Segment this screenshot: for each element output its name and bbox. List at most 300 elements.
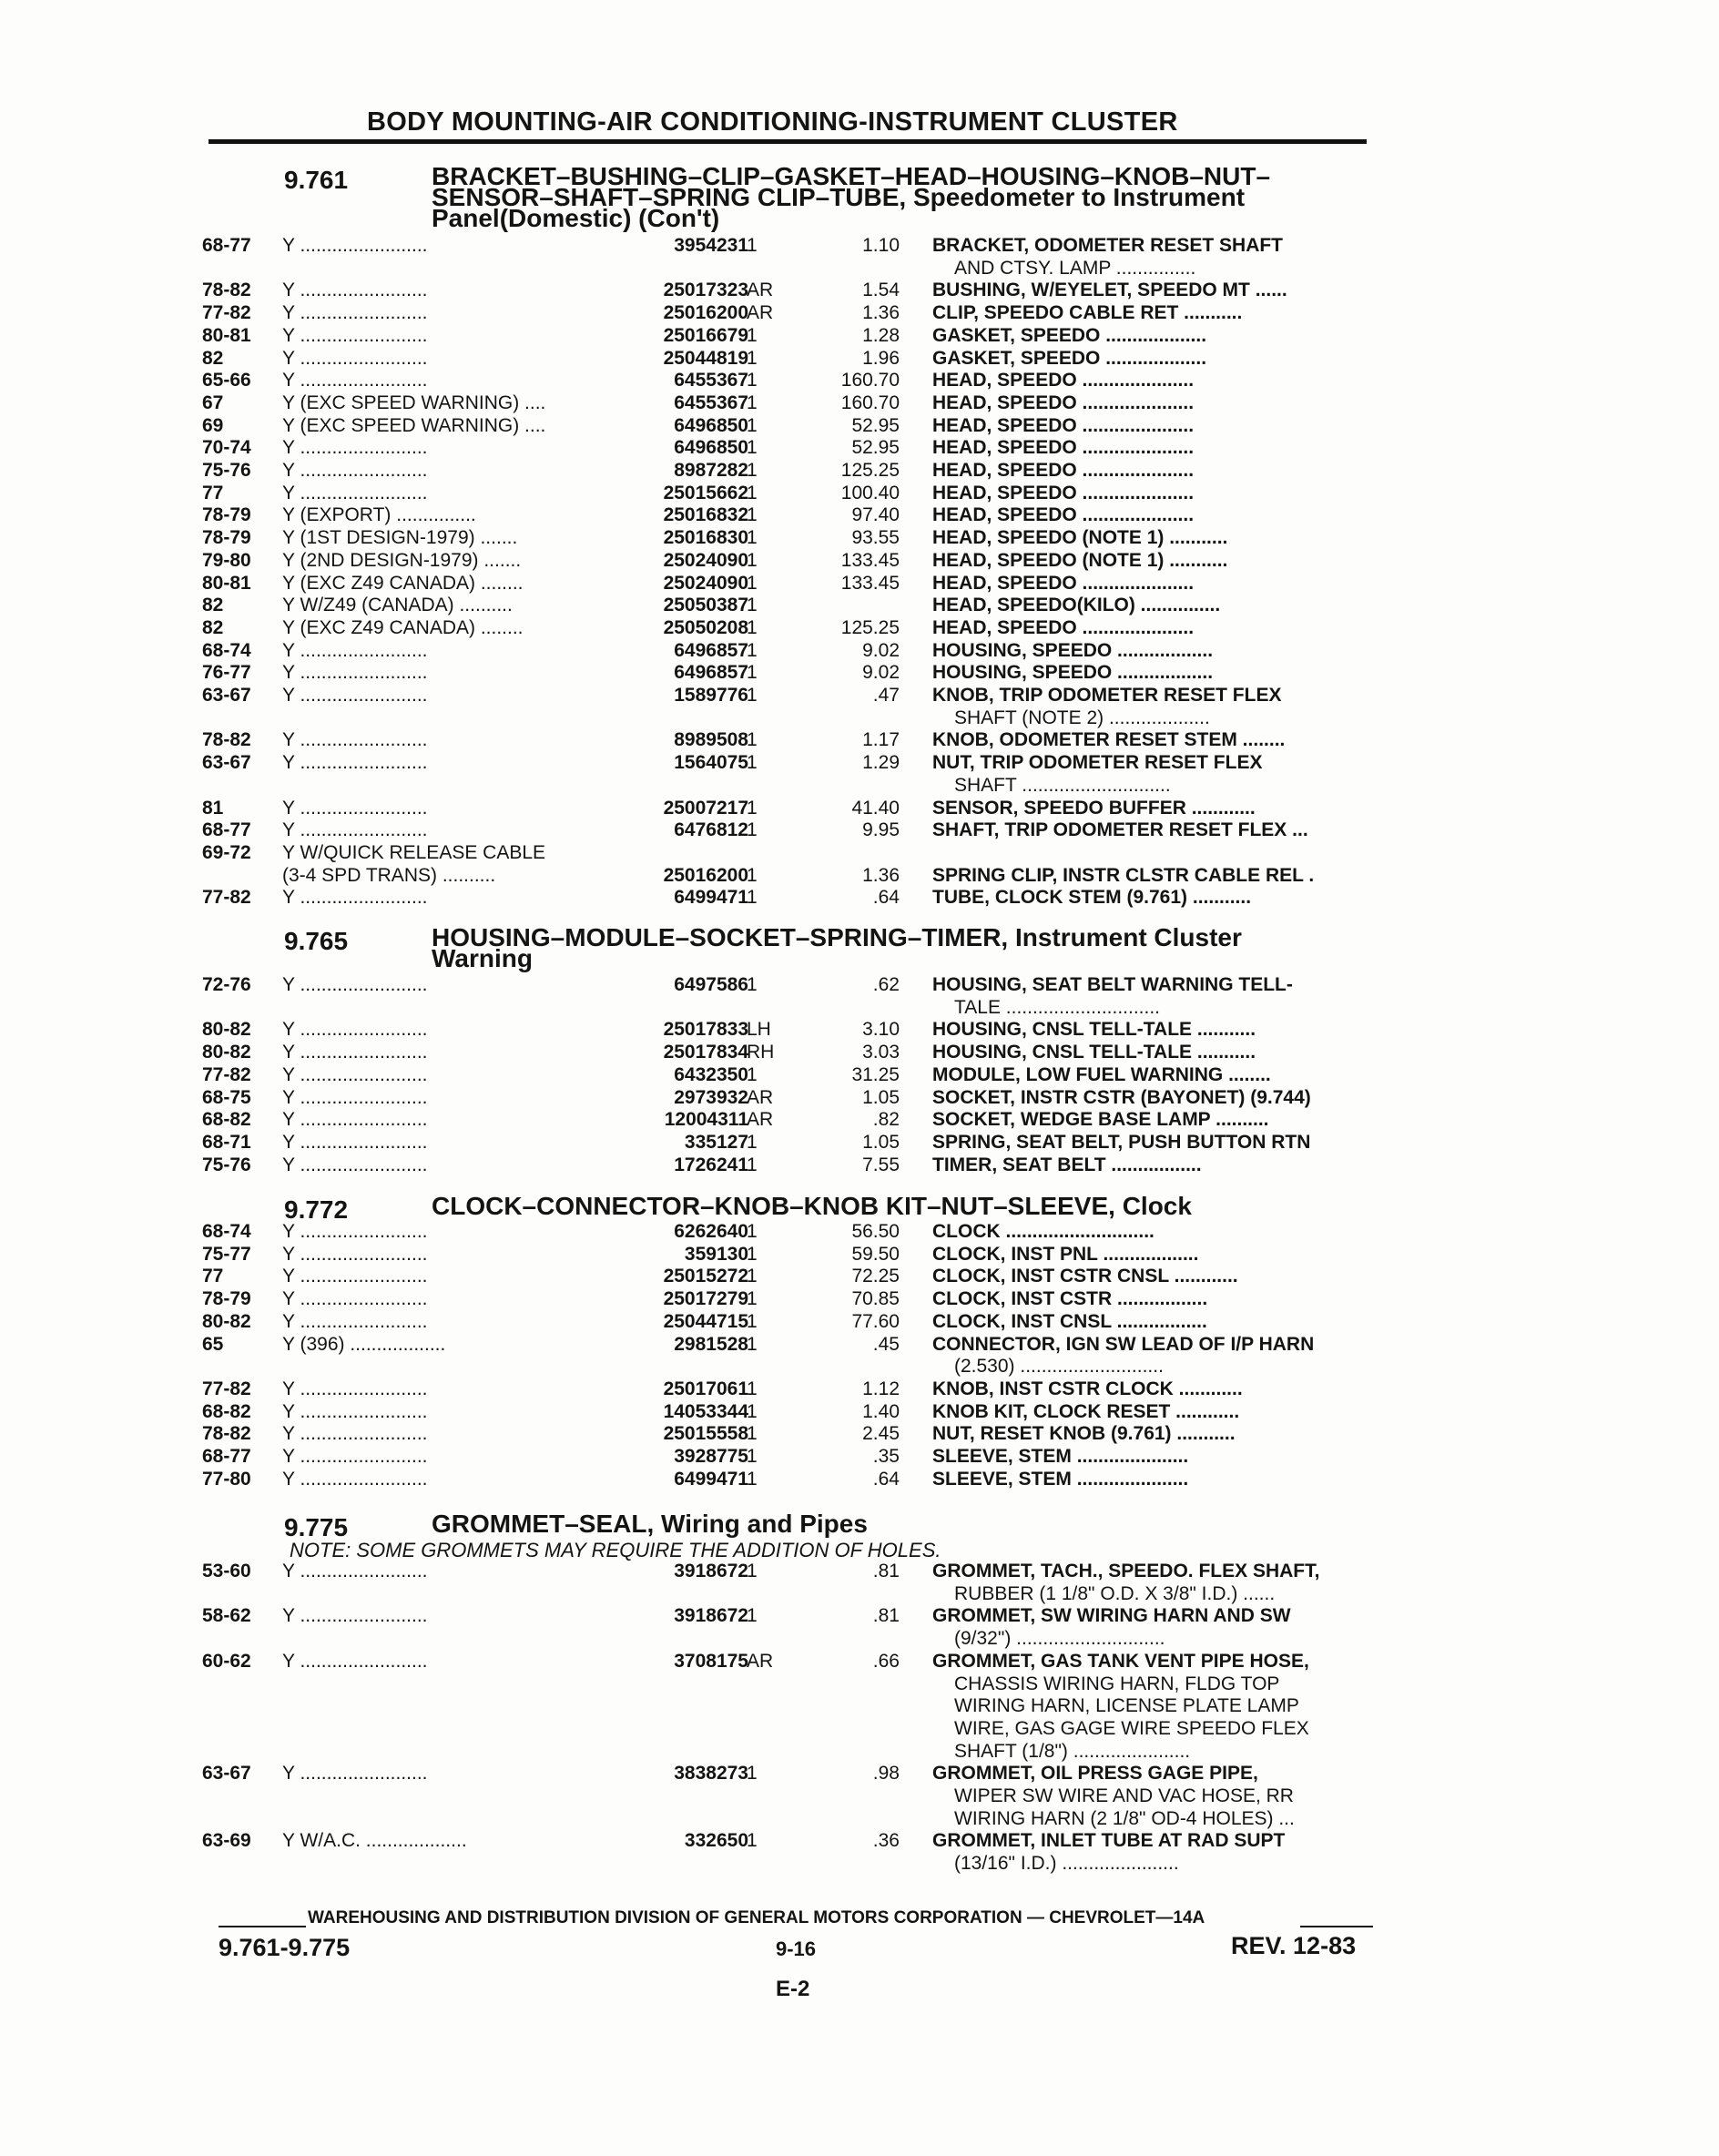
price: 1.54 (862, 280, 900, 301)
description: GASKET, SPEEDO ................... (932, 347, 1207, 369)
description-continuation: TALE ............................. (954, 996, 1160, 1018)
price: 133.45 (840, 572, 900, 594)
quantity: 1 (747, 1605, 758, 1627)
description: KNOB KIT, CLOCK RESET ............ (932, 1400, 1240, 1422)
part-number: 25017279 (663, 1288, 748, 1310)
description: HEAD, SPEEDO ..................... (932, 437, 1195, 459)
description: MODULE, LOW FUEL WARNING ........ (932, 1063, 1271, 1085)
model-years: 53-60 (202, 1561, 251, 1581)
description: KNOB, INST CSTR CLOCK ............ (932, 1378, 1243, 1399)
part-number: 25050208 (663, 616, 748, 638)
description-continuation: CHASSIS WIRING HARN, FLDG TOP (954, 1673, 1280, 1694)
quantity: 1 (747, 324, 758, 346)
description-continuation: WIRE, GAS GAGE WIRE SPEEDO FLEX (954, 1717, 1309, 1739)
price: 1.96 (862, 347, 900, 369)
description: CLOCK, INST CSTR CNSL ............ (932, 1266, 1238, 1287)
section-title: HOUSING–MODULE–SOCKET–SPRING–TIMER, Instrument Cluster Warning (432, 923, 1242, 972)
model-years: 60-62 (202, 1650, 251, 1672)
model-years: 68-77 (202, 819, 251, 841)
application: Y ........................ (282, 1042, 428, 1063)
part-number: 335127 (684, 1131, 748, 1153)
part-number: 1726241 (674, 1154, 748, 1175)
footer-revision: REV. 12-83 (1231, 1932, 1357, 1959)
price: .98 (872, 1763, 900, 1785)
application: Y ........................ (282, 1310, 428, 1332)
description: SPRING CLIP, INSTR CLSTR CABLE REL . (932, 864, 1315, 886)
price: 56.50 (851, 1221, 900, 1242)
section-note: NOTE: SOME GROMMETS MAY REQUIRE THE ADDITION OF HOLES. (290, 1539, 941, 1561)
application: Y ........................ (282, 1221, 428, 1242)
description-continuation: SHAFT ............................ (954, 774, 1171, 796)
quantity: AR (747, 302, 774, 324)
price: .36 (872, 1830, 900, 1852)
part-number: 14053344 (663, 1400, 748, 1422)
application: Y ........................ (282, 437, 428, 459)
part-number: 25017061 (663, 1378, 748, 1399)
description-continuation: AND CTSY. LAMP ............... (954, 257, 1196, 279)
model-years: 82 (202, 347, 224, 369)
price: 52.95 (851, 437, 900, 459)
description: GASKET, SPEEDO ................... (932, 324, 1207, 346)
quantity: 1 (747, 729, 758, 751)
model-years: 80-81 (202, 324, 251, 346)
price: 160.70 (840, 370, 900, 392)
description-continuation: RUBBER (1 1/8" O.D. X 3/8" I.D.) ...... (954, 1582, 1276, 1604)
quantity: 1 (747, 235, 758, 256)
description: CLOCK, INST CSTR ................. (932, 1288, 1208, 1310)
quantity: 1 (747, 347, 758, 369)
model-years: 63-69 (202, 1830, 251, 1852)
model-years: 68-71 (202, 1131, 251, 1153)
application: Y ........................ (282, 752, 428, 774)
price: .81 (872, 1561, 900, 1581)
description-continuation: SHAFT (NOTE 2) ................... (954, 707, 1210, 728)
part-number: 25015558 (663, 1423, 748, 1445)
description: HEAD, SPEEDO ..................... (932, 392, 1195, 413)
application: Y ........................ (282, 280, 428, 301)
application: Y ........................ (282, 1266, 428, 1287)
application: Y ........................ (282, 1423, 428, 1445)
part-number: 25016832 (663, 504, 748, 526)
model-years: 78-79 (202, 527, 251, 549)
description: HEAD, SPEEDO ..................... (932, 572, 1195, 594)
model-years: 78-82 (202, 280, 251, 301)
model-years: 80-82 (202, 1019, 251, 1041)
price: 2.45 (862, 1423, 900, 1445)
part-number: 25016679 (663, 324, 748, 346)
model-years: 70-74 (202, 437, 251, 459)
price: 77.60 (851, 1310, 900, 1332)
description: GROMMET, OIL PRESS GAGE PIPE, (932, 1763, 1258, 1785)
quantity: AR (747, 1650, 774, 1672)
section-number: 9.765 (284, 927, 349, 955)
quantity: 1 (747, 974, 758, 995)
application: Y ........................ (282, 819, 428, 841)
part-number: 1589776 (674, 685, 748, 706)
part-number: 332650 (684, 1830, 748, 1852)
part-number: 3954231 (674, 235, 748, 256)
quantity: 1 (747, 1154, 758, 1175)
quantity: 1 (747, 1310, 758, 1332)
description: HOUSING, SPEEDO .................. (932, 639, 1214, 661)
quantity: 1 (747, 685, 758, 706)
description: NUT, TRIP ODOMETER RESET FLEX (932, 752, 1263, 774)
application: Y ........................ (282, 1763, 428, 1785)
description-continuation: SHAFT (1/8") ...................... (954, 1740, 1191, 1762)
application: Y ........................ (282, 1468, 428, 1490)
part-number: 6496857 (674, 662, 748, 684)
description: BUSHING, W/EYELET, SPEEDO MT ...... (932, 280, 1287, 301)
price: 3.03 (862, 1042, 900, 1063)
quantity: 1 (747, 639, 758, 661)
application: Y ........................ (282, 1243, 428, 1265)
footer-section-range: 9.761-9.775 (219, 1934, 351, 1961)
quantity: 1 (747, 549, 758, 571)
quantity: 1 (747, 527, 758, 549)
price: 41.40 (851, 797, 900, 819)
price: .45 (872, 1333, 900, 1355)
quantity: 1 (747, 460, 758, 481)
part-number: 8987282 (674, 460, 748, 481)
part-number: 3918672 (674, 1605, 748, 1627)
price: .64 (872, 887, 900, 909)
application: Y ........................ (282, 974, 428, 995)
part-number: 6455367 (674, 392, 748, 413)
description: HEAD, SPEEDO ..................... (932, 482, 1195, 503)
description: HEAD, SPEEDO ..................... (932, 616, 1195, 638)
quantity: 1 (747, 1243, 758, 1265)
part-number: 25016830 (663, 527, 748, 549)
footer-rule-right (1300, 1926, 1373, 1927)
quantity: 1 (747, 392, 758, 413)
description: CLOCK ............................ (932, 1221, 1154, 1242)
price: 1.12 (862, 1378, 900, 1399)
footer-rule-left (219, 1926, 306, 1927)
model-years: 82 (202, 616, 224, 638)
model-years: 63-67 (202, 685, 251, 706)
price: .82 (872, 1109, 900, 1131)
model-years: 69-72 (202, 841, 251, 863)
description: SLEEVE, STEM ..................... (932, 1446, 1189, 1467)
part-number: 25050387 (663, 595, 748, 616)
quantity: 1 (747, 572, 758, 594)
section-number: 9.775 (284, 1513, 349, 1541)
price: 133.45 (840, 549, 900, 571)
description: KNOB, ODOMETER RESET STEM ........ (932, 729, 1286, 751)
model-years: 81 (202, 797, 224, 819)
description: SOCKET, INSTR CSTR (BAYONET) (9.744) (932, 1086, 1311, 1108)
quantity: 1 (747, 1763, 758, 1785)
price: 59.50 (851, 1243, 900, 1265)
part-number: 25044715 (663, 1310, 748, 1332)
quantity: 1 (747, 887, 758, 909)
model-years: 68-74 (202, 639, 251, 661)
quantity: AR (747, 280, 774, 301)
model-years: 80-81 (202, 572, 251, 594)
model-years: 68-75 (202, 1086, 251, 1108)
price: 1.05 (862, 1086, 900, 1108)
application: Y (EXC SPEED WARNING) .... (282, 414, 546, 436)
quantity: 1 (747, 1221, 758, 1242)
quantity: 1 (747, 504, 758, 526)
description: BRACKET, ODOMETER RESET SHAFT (932, 235, 1284, 256)
model-years: 68-77 (202, 1446, 251, 1467)
model-years: 77-82 (202, 887, 251, 909)
application: Y ........................ (282, 1063, 428, 1085)
model-years: 58-62 (202, 1605, 251, 1627)
description: CLOCK, INST PNL .................. (932, 1243, 1199, 1265)
price: .47 (872, 685, 900, 706)
application: Y (2ND DESIGN-1979) ....... (282, 549, 522, 571)
quantity: 1 (747, 1446, 758, 1467)
description: HEAD, SPEEDO ..................... (932, 414, 1195, 436)
application: Y ........................ (282, 1650, 428, 1672)
quantity: 1 (747, 595, 758, 616)
part-number: 25044819 (663, 347, 748, 369)
model-years: 69 (202, 414, 224, 436)
description: CLIP, SPEEDO CABLE RET ........... (932, 302, 1243, 324)
model-years: 77-82 (202, 1063, 251, 1085)
description: HEAD, SPEEDO ..................... (932, 504, 1195, 526)
price: .62 (872, 974, 900, 995)
part-number: 25024090 (663, 572, 748, 594)
description-continuation: WIRING HARN (2 1/8" OD-4 HOLES) ... (954, 1807, 1295, 1829)
price: 1.05 (862, 1131, 900, 1153)
quantity: 1 (747, 1400, 758, 1422)
price: 97.40 (851, 504, 900, 526)
price: 31.25 (851, 1063, 900, 1085)
description: KNOB, TRIP ODOMETER RESET FLEX (932, 685, 1282, 706)
quantity: 1 (747, 1378, 758, 1399)
description: SLEEVE, STEM ..................... (932, 1468, 1189, 1490)
application: Y ........................ (282, 662, 428, 684)
model-years: 75-76 (202, 460, 251, 481)
application: Y ........................ (282, 235, 428, 256)
part-number: 25015662 (663, 482, 748, 503)
part-number: 6455367 (674, 370, 748, 392)
quantity: 1 (747, 1423, 758, 1445)
part-number: 2973932 (674, 1086, 748, 1108)
description-continuation: (9/32") ............................ (954, 1628, 1165, 1650)
application: Y ........................ (282, 1378, 428, 1399)
model-years: 68-77 (202, 235, 251, 256)
description-continuation: WIRING HARN, LICENSE PLATE LAMP (954, 1695, 1299, 1717)
description: HOUSING, CNSL TELL-TALE ........... (932, 1042, 1256, 1063)
model-years: 77-82 (202, 1378, 251, 1399)
part-number: 25007217 (663, 797, 748, 819)
quantity: 1 (747, 414, 758, 436)
model-years: 78-79 (202, 504, 251, 526)
quantity: 1 (747, 1333, 758, 1355)
application: Y W/Z49 (CANADA) .......... (282, 595, 513, 616)
description: HOUSING, SEAT BELT WARNING TELL- (932, 974, 1293, 995)
quantity: 1 (747, 752, 758, 774)
application: Y ........................ (282, 302, 428, 324)
quantity: 1 (747, 1131, 758, 1153)
section-number: 9.772 (284, 1195, 349, 1224)
price: 1.29 (862, 752, 900, 774)
application: Y ........................ (282, 460, 428, 481)
quantity: 1 (747, 370, 758, 392)
price: 1.40 (862, 1400, 900, 1422)
price: 9.02 (862, 662, 900, 684)
application: Y ........................ (282, 685, 428, 706)
price: 1.28 (862, 324, 900, 346)
part-number: 3928775 (674, 1446, 748, 1467)
quantity: 1 (747, 1288, 758, 1310)
application: Y (EXC Z49 CANADA) ........ (282, 616, 524, 638)
description: SHAFT, TRIP ODOMETER RESET FLEX ... (932, 819, 1308, 841)
quantity: 1 (747, 1063, 758, 1085)
quantity: 1 (747, 1468, 758, 1490)
part-number: 12004311 (664, 1109, 748, 1131)
description: GROMMET, TACH., SPEEDO. FLEX SHAFT, (932, 1561, 1320, 1581)
description: CONNECTOR, IGN SW LEAD OF I/P HARN (932, 1333, 1315, 1355)
section-title: CLOCK–CONNECTOR–KNOB–KNOB KIT–NUT–SLEEVE, Clock (432, 1192, 1192, 1220)
model-years: 80-82 (202, 1042, 251, 1063)
application: Y ........................ (282, 370, 428, 392)
model-years: 65 (202, 1333, 224, 1355)
part-number: 6496857 (674, 639, 748, 661)
description: SENSOR, SPEEDO BUFFER ............ (932, 797, 1256, 819)
model-years: 68-74 (202, 1221, 251, 1242)
model-years: 67 (202, 392, 224, 413)
model-years: 78-79 (202, 1288, 251, 1310)
application: Y ........................ (282, 729, 428, 751)
model-years: 68-82 (202, 1109, 251, 1131)
model-years: 77-82 (202, 302, 251, 324)
application: Y ........................ (282, 1605, 428, 1627)
application: Y ........................ (282, 347, 428, 369)
part-number: 3918672 (674, 1561, 748, 1581)
application: Y ........................ (282, 1154, 428, 1175)
price: 1.36 (862, 864, 900, 886)
price: 125.25 (840, 460, 900, 481)
application: Y ........................ (282, 1086, 428, 1108)
part-number: 6499471 (674, 1468, 748, 1490)
price: 93.55 (851, 527, 900, 549)
part-number: 6262640 (674, 1221, 748, 1242)
section-title: GROMMET–SEAL, Wiring and Pipes (432, 1510, 868, 1538)
application: Y ........................ (282, 482, 428, 503)
part-number: 6499471 (674, 887, 748, 909)
model-years: 78-82 (202, 1423, 251, 1445)
part-number: 1564075 (674, 752, 748, 774)
application: Y ........................ (282, 1288, 428, 1310)
price: 1.10 (862, 235, 900, 256)
part-number: 25024090 (663, 549, 748, 571)
quantity: 1 (747, 819, 758, 841)
description: HOUSING, SPEEDO .................. (932, 662, 1214, 684)
application: Y (EXC SPEED WARNING) .... (282, 392, 546, 413)
application: Y ........................ (282, 1400, 428, 1422)
price: 1.17 (862, 729, 900, 751)
application: Y ........................ (282, 1561, 428, 1581)
price: .66 (872, 1650, 900, 1672)
part-number: 25017323 (663, 280, 748, 301)
quantity: RH (747, 1042, 775, 1063)
footer-division-line: WAREHOUSING AND DISTRIBUTION DIVISION OF GENERAL MOTORS CORPORATION — CHEVROLET—14A (308, 1908, 1205, 1927)
description-continuation: (2.530) ........................... (954, 1356, 1164, 1378)
model-years: 63-67 (202, 752, 251, 774)
part-number: 3708175 (674, 1650, 748, 1672)
quantity: 1 (747, 437, 758, 459)
part-number: 359130 (684, 1243, 748, 1265)
description: TIMER, SEAT BELT ................. (932, 1154, 1202, 1175)
description: GROMMET, SW WIRING HARN AND SW (932, 1605, 1291, 1627)
price: .64 (872, 1468, 900, 1490)
description: HEAD, SPEEDO (NOTE 1) ........... (932, 549, 1228, 571)
application: Y ........................ (282, 887, 428, 909)
price: 100.40 (840, 482, 900, 503)
price: .81 (872, 1605, 900, 1627)
description: HEAD, SPEEDO ..................... (932, 370, 1195, 392)
application: Y ........................ (282, 639, 428, 661)
price: .35 (872, 1446, 900, 1467)
model-years: 80-82 (202, 1310, 251, 1332)
part-number: 6476812 (674, 819, 748, 841)
application: Y ........................ (282, 1109, 428, 1131)
footer-page-number: 9-16 (776, 1937, 817, 1960)
quantity: 1 (747, 864, 758, 886)
model-years: 82 (202, 595, 224, 616)
quantity: 1 (747, 482, 758, 503)
description: HEAD, SPEEDO ..................... (932, 460, 1195, 481)
model-years: 63-67 (202, 1763, 251, 1785)
description: HEAD, SPEEDO (NOTE 1) ........... (932, 527, 1228, 549)
description: HOUSING, CNSL TELL-TALE ........... (932, 1019, 1256, 1041)
part-number: 25015272 (663, 1266, 748, 1287)
description: NUT, RESET KNOB (9.761) ........... (932, 1423, 1236, 1445)
application: Y ........................ (282, 797, 428, 819)
price: 3.10 (862, 1019, 900, 1041)
model-years: 79-80 (202, 549, 251, 571)
model-years: 77 (202, 1266, 224, 1287)
page-reference: E-2 (776, 1977, 810, 2001)
price: 72.25 (851, 1266, 900, 1287)
quantity: AR (747, 1086, 774, 1108)
page-title: BODY MOUNTING-AIR CONDITIONING-INSTRUMENT CLUSTER (367, 107, 1178, 137)
model-years: 77-80 (202, 1468, 251, 1490)
quantity: 1 (747, 1830, 758, 1852)
price: 9.02 (862, 639, 900, 661)
description: CLOCK, INST CNSL ................. (932, 1310, 1207, 1332)
model-years: 68-82 (202, 1400, 251, 1422)
description: SOCKET, WEDGE BASE LAMP .......... (932, 1109, 1269, 1131)
price: 9.95 (862, 819, 900, 841)
part-number: 25017833 (663, 1019, 748, 1041)
model-years: 78-82 (202, 729, 251, 751)
application: Y ........................ (282, 324, 428, 346)
price: 70.85 (851, 1288, 900, 1310)
application: Y (EXPORT) ............... (282, 504, 476, 526)
application: Y (EXC Z49 CANADA) ........ (282, 572, 524, 594)
price: 125.25 (840, 616, 900, 638)
description-continuation: (13/16" I.D.) ...................... (954, 1853, 1179, 1875)
part-number: 6432350 (674, 1063, 748, 1085)
model-years: 75-76 (202, 1154, 251, 1175)
application: (3-4 SPD TRANS) .......... (282, 864, 496, 886)
quantity: 1 (747, 797, 758, 819)
model-years: 75-77 (202, 1243, 251, 1265)
application: Y (396) .................. (282, 1333, 446, 1355)
description: SPRING, SEAT BELT, PUSH BUTTON RTN (932, 1131, 1311, 1153)
section-title: BRACKET–BUSHING–CLIP–GASKET–HEAD–HOUSING–KNOB–NUT–SENSOR–SHAFT–SPRING CLIP–TUBE, Speedometer to Instrument Panel(Domestic) (Con't) (432, 162, 1271, 232)
description: HEAD, SPEEDO(KILO) ............... (932, 595, 1221, 616)
part-number: 6497586 (674, 974, 748, 995)
quantity: 1 (747, 662, 758, 684)
application: Y W/QUICK RELEASE CABLE (282, 841, 546, 863)
